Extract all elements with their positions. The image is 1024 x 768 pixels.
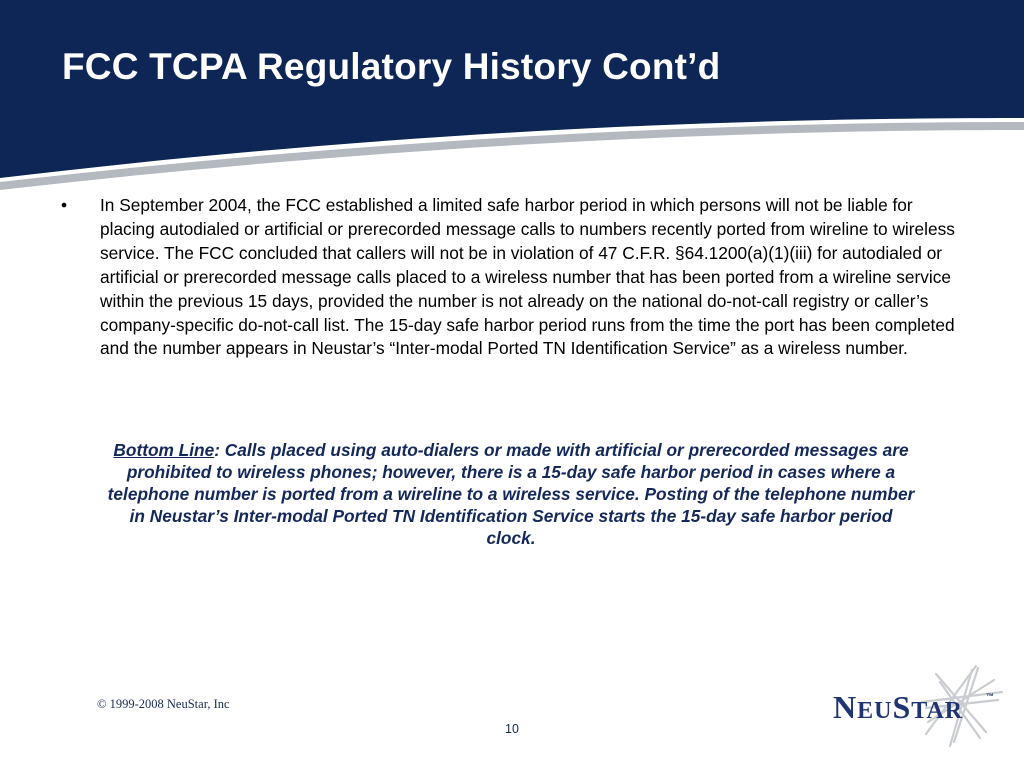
header-banner xyxy=(0,0,1024,200)
bottom-line-text: : Calls placed using auto-dialers or made with artificial or prerecorded messages are prohibited to wireless phones; however, there is a 15-day safe harbor period in cases where a telephone number is ported from a wireline to a wireless service. Posting of the telephone number in Neustar’s Inter-modal Ported TN Identification Service starts the 15-day safe harbor period clock. xyxy=(107,440,915,548)
neustar-logo xyxy=(826,662,1006,748)
bullet-item xyxy=(58,194,963,361)
bullet-text: In September 2004, the FCC established a limited safe harbor period in which persons will not be liable for placing autodialed or artificial or prerecorded message calls to numbers recently ported from wireline to wireless service. The FCC concluded that callers will not be in violation of 47 C.F.R. §64.1200(a)(1)(iii) for autodialed or artificial or prerecorded message calls placed to a wireless number that has been ported from a wireline service within the previous 15 days, provided the number is not already on the national do-not-call registry or caller’s company-specific do-not-call list. The 15-day safe harbor period runs from the time the port has been completed and the number appears in Neustar’s “Inter-modal Ported TN Identification Service” as a wireless number. xyxy=(100,195,955,359)
bullet-mark: • xyxy=(61,195,68,215)
copyright-notice: © 1999-2008 NeuStar, Inc xyxy=(97,697,230,711)
bottom-line-label: Bottom Line xyxy=(113,440,215,460)
bottom-line-summary xyxy=(106,439,916,549)
slide-title: FCC TCPA Regulatory History Cont’d xyxy=(62,46,721,87)
page-number: 10 xyxy=(505,722,519,736)
logo-wordmark: NEUSTAR xyxy=(833,689,964,725)
trademark-mark: ™ xyxy=(986,692,994,701)
bullet-list xyxy=(58,194,963,361)
